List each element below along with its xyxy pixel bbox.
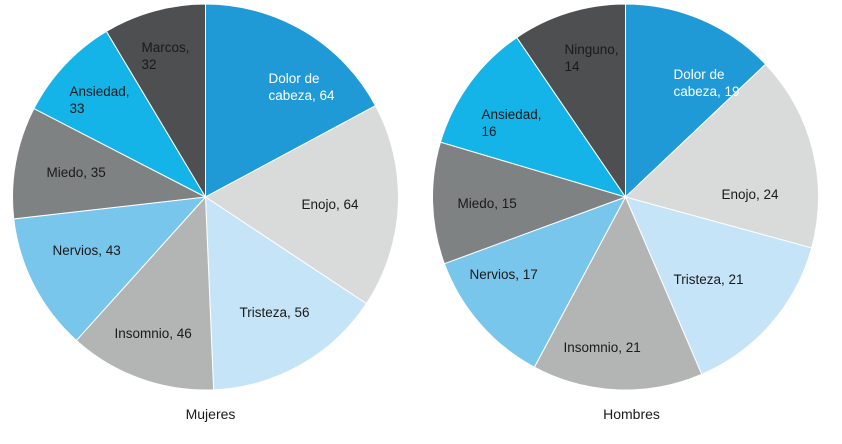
pie-slice-label: Ninguno, 14 [564,42,619,74]
pie-slice-label: Dolor de cabeza, 19 [673,67,740,99]
pie-slice-label: Marcos, 32 [141,40,190,72]
pie-wrap-mujeres [0,0,421,400]
pie-slice-label: Enojo, 24 [721,187,779,202]
pie-slice-label: Miedo, 35 [46,165,106,180]
pie-slice-label: Nervios, 43 [52,243,121,258]
pie-slice-label: Nervios, 17 [469,267,538,282]
pie-slice-label: Enojo, 64 [301,197,359,212]
pie-slice-label: Ansiedad, 16 [481,107,542,139]
pie-slice-label: Tristeza, 21 [673,272,744,287]
pie-svg-hombres [421,0,842,400]
pie-slice-label: Insomnio, 21 [563,340,641,355]
pie-slice-label: Miedo, 15 [457,196,517,211]
chart-caption-mujeres: Mujeres [185,406,236,422]
pie-slice-label: Tristeza, 56 [239,305,310,320]
pie-slice-label: Ansiedad, 33 [69,84,130,116]
pie-svg-mujeres [0,0,421,400]
pie-slice-label: Insomnio, 46 [114,326,192,341]
pie-slice-label: Dolor de cabeza, 64 [268,71,335,103]
pie-chart-hombres [421,0,842,444]
chart-caption-hombres: Hombres [603,406,660,422]
pie-wrap-hombres [421,0,842,400]
